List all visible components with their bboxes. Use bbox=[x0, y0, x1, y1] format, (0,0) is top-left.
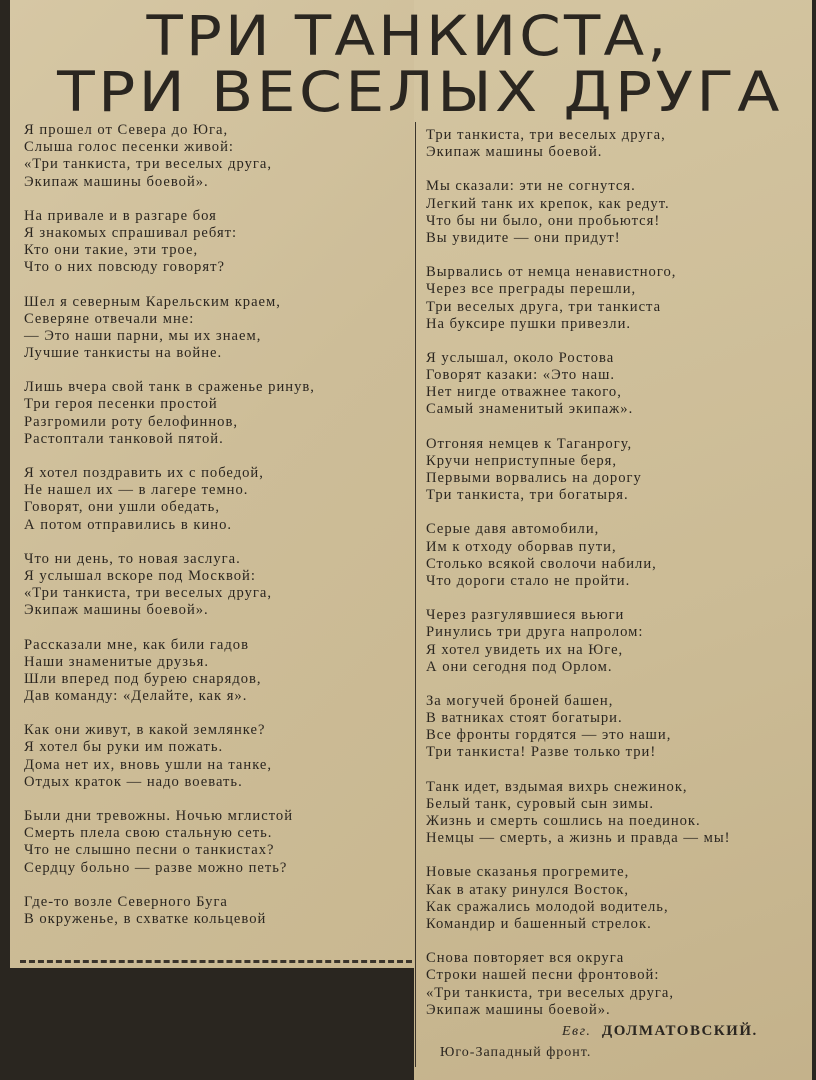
stanza bbox=[426, 521, 814, 590]
poem-line: Первыми ворвались на дорогу bbox=[426, 470, 642, 486]
poem-line: Говорят, они ушли обедать, bbox=[24, 499, 220, 516]
stanza bbox=[24, 208, 414, 277]
poem-line: Три веселых друга, три танкиста bbox=[426, 298, 662, 315]
poem-line: Шли вперед под бурею снарядов, bbox=[24, 670, 262, 687]
poem-line: Через разгулявшиеся вьюги bbox=[426, 607, 625, 624]
poem-line: Растоптали танковой пятой. bbox=[24, 430, 224, 447]
poem-line: На буксире пушки привезли. bbox=[426, 315, 632, 332]
poem-line: Строки нашей песни фронтовой: bbox=[426, 967, 660, 984]
poem-line: Что ни день, то новая заслуга. bbox=[24, 550, 241, 567]
poem-line: Три танкиста! Разве только три! bbox=[426, 744, 657, 761]
stanza bbox=[426, 693, 814, 762]
stanza bbox=[426, 350, 814, 419]
poem-line: Дома нет их, вновь ушли на танке, bbox=[24, 756, 273, 773]
poem-line: Три танкиста, три веселых друга, bbox=[426, 127, 666, 143]
poem-line: А потом отправились в кино. bbox=[24, 516, 233, 533]
poem-line: Кто они такие, эти трое, bbox=[24, 242, 199, 259]
stanza bbox=[24, 122, 414, 191]
stanza bbox=[24, 551, 414, 620]
poem-line: Жизнь и смерть сошлись на поединок. bbox=[426, 813, 701, 829]
poem-line: Рассказали мне, как били гадов bbox=[24, 636, 249, 653]
poem-line: Серые давя автомобили, bbox=[426, 521, 600, 538]
stanza bbox=[24, 637, 414, 706]
poem-line: «Три танкиста, три веселых друга, bbox=[24, 156, 273, 173]
poem-line: Три танкиста, три богатыря. bbox=[426, 487, 629, 504]
stanza bbox=[426, 607, 814, 676]
poem-line: Снова повторяет вся округа bbox=[426, 950, 625, 967]
headline-line-1: ТРИ ТАНКИСТА, bbox=[146, 4, 670, 68]
poem-line: Как они живут, в какой землянке? bbox=[24, 722, 266, 739]
poem-line: Им к отходу оборвав пути, bbox=[426, 538, 617, 555]
poem-line: Наши знаменитые друзья. bbox=[24, 653, 210, 670]
poem-line: Смерть плела свою стальную сеть. bbox=[24, 825, 273, 842]
poem-line: В окруженье, в схватке кольцевой bbox=[24, 910, 267, 927]
stanza bbox=[24, 379, 414, 448]
poem-line: Отдых краток — надо воевать. bbox=[24, 773, 243, 790]
poem-line: Я знакомых спрашивал ребят: bbox=[24, 224, 238, 241]
poem-line: Я хотел увидеть их на Юге, bbox=[426, 641, 624, 658]
poem-line: Я услышал, около Ростова bbox=[426, 349, 615, 366]
headline-line-2: ТРИ ВЕСЕЛЫХ ДРУГА bbox=[57, 60, 783, 124]
stanza bbox=[24, 808, 414, 877]
poem-line: Дав команду: «Делайте, как я». bbox=[24, 688, 248, 705]
poem-line: Как сражались молодой водитель, bbox=[426, 898, 669, 915]
poem-line: Что дороги стало не пройти. bbox=[426, 572, 631, 589]
poem-line: Ринулись три друга напролом: bbox=[426, 624, 644, 641]
stanza bbox=[426, 779, 814, 848]
poem-column-left bbox=[24, 122, 414, 945]
poem-line: Все фронты гордятся — это наши, bbox=[426, 727, 672, 744]
stanza bbox=[24, 722, 414, 791]
poem-line: Я услышал вскоре под Москвой: bbox=[24, 567, 256, 584]
poem-line: За могучей броней башен, bbox=[426, 692, 614, 709]
poem-line: Я прошел от Севера до Юга, bbox=[24, 122, 229, 138]
poem-line: Самый знаменитый экипаж». bbox=[426, 401, 634, 418]
stanza bbox=[24, 894, 414, 928]
poem-line: Вы увидите — они придут! bbox=[426, 229, 621, 246]
stanza bbox=[426, 864, 814, 933]
poem-line: Мы сказали: эти не согнутся. bbox=[426, 178, 636, 195]
poem-line: Немцы — смерть, а жизнь и правда — мы! bbox=[426, 830, 731, 847]
poem-line: Экипаж машины боевой. bbox=[426, 144, 603, 161]
poem-line: Легкий танк их крепок, как редут. bbox=[426, 195, 670, 212]
poem-line: — Это наши парни, мы их знаем, bbox=[24, 327, 262, 344]
poem-line: Сердцу больно — разве можно петь? bbox=[24, 859, 288, 876]
poem-line: Говорят казаки: «Это наш. bbox=[426, 367, 616, 384]
poem-line: Северяне отвечали мне: bbox=[24, 310, 195, 327]
poem-line: Лучшие танкисты на войне. bbox=[24, 345, 223, 362]
poem-line: «Три танкиста, три веселых друга, bbox=[24, 585, 273, 602]
column-divider bbox=[415, 122, 416, 1067]
poem-line: Кручи неприступные беря, bbox=[426, 452, 618, 469]
poem-line: Не нашел их — в лагере темно. bbox=[24, 482, 249, 499]
poem-line: Я хотел поздравить их с победой, bbox=[24, 465, 264, 481]
poem-line: Командир и башенный стрелок. bbox=[426, 915, 652, 932]
poem-line: Что бы ни было, они пробьются! bbox=[426, 212, 661, 229]
poem-line: Как в атаку ринулся Восток, bbox=[426, 881, 630, 898]
poem-line: Белый танк, суровый сын зимы. bbox=[426, 795, 654, 812]
stanza bbox=[426, 178, 814, 247]
poem-line: Новые сказанья прогремите, bbox=[426, 864, 630, 881]
poem-column-right bbox=[426, 127, 814, 1036]
bottom-rule bbox=[20, 960, 412, 963]
poem-line: Где-то возле Северного Буга bbox=[24, 893, 228, 910]
front-byline: Юго-Западный фронт. bbox=[440, 1045, 592, 1060]
poem-line: Я хотел бы руки им пожать. bbox=[24, 739, 224, 756]
poem-line: Вырвались от немца ненавистного, bbox=[426, 264, 677, 281]
poem-line: Три героя песенки простой bbox=[24, 396, 218, 413]
poem-line: Экипаж машины боевой». bbox=[426, 1001, 611, 1018]
poem-line: Экипаж машины боевой». bbox=[24, 173, 209, 190]
poem-line: На привале и в разгаре боя bbox=[24, 207, 217, 224]
stanza bbox=[426, 127, 814, 161]
stanza bbox=[426, 436, 814, 505]
author-signature bbox=[562, 1023, 758, 1040]
poem-line: Что не слышно песни о танкистах? bbox=[24, 842, 275, 859]
author-surname: ДОЛМАТОВСКИЙ. bbox=[601, 1023, 758, 1039]
poem-line: Лишь вчера свой танк в сраженье ринув, bbox=[24, 379, 315, 396]
poem-line: Разгромили роту белофиннов, bbox=[24, 413, 238, 430]
poem-line: «Три танкиста, три веселых друга, bbox=[426, 984, 675, 1001]
poem-line: Были дни тревожны. Ночью мглистой bbox=[24, 808, 294, 824]
poem-line: Экипаж машины боевой». bbox=[24, 602, 209, 619]
stanza bbox=[426, 264, 814, 333]
poem-line: В ватниках стоят богатыри. bbox=[426, 710, 623, 727]
author-initial: Евг. bbox=[562, 1024, 592, 1039]
stanza bbox=[24, 465, 414, 534]
poem-line: Что о них повсюду говорят? bbox=[24, 259, 225, 276]
poem-line: Танк идет, вздымая вихрь снежинок, bbox=[426, 778, 688, 795]
poem-line: Столько всякой сволочи набили, bbox=[426, 555, 657, 572]
poem-line: Шел я северным Карельским краем, bbox=[24, 293, 281, 310]
poem-line: А они сегодня под Орлом. bbox=[426, 658, 613, 675]
stanza bbox=[426, 950, 814, 1019]
poem-line: Через все преграды перешли, bbox=[426, 281, 637, 298]
poem-line: Слыша голос песенки живой: bbox=[24, 139, 234, 156]
poem-line: Нет нигде отважнее такого, bbox=[426, 384, 622, 401]
poem-line: Отгоняя немцев к Таганрогу, bbox=[426, 435, 633, 452]
stanza bbox=[24, 294, 414, 363]
